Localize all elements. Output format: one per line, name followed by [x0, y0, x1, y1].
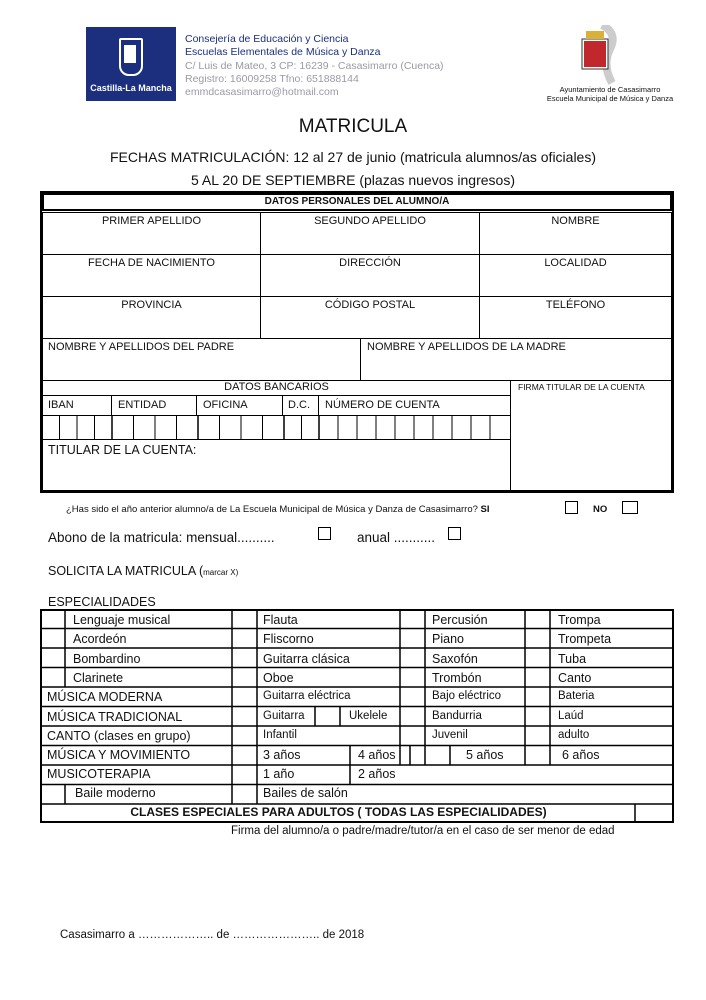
no-label: NO: [593, 504, 608, 515]
canto-infantil[interactable]: Infantil: [263, 729, 297, 741]
specialty-fliscorno[interactable]: Fliscorno: [263, 632, 314, 646]
canto-juvenil[interactable]: Juvenil: [432, 729, 468, 741]
provincia-label: PROVINCIA: [121, 299, 182, 311]
firma-titular-label: FIRMA TITULAR DE LA CUENTA: [518, 382, 645, 392]
datos-bancarios-label: DATOS BANCARIOS: [224, 381, 329, 393]
question-pre: ¿Has sido el año anterior alumno/a de: [66, 504, 228, 515]
musica-tradicional-label: MÚSICA TRADICIONAL: [47, 710, 183, 724]
oficina-label: OFICINA: [203, 399, 248, 411]
specialty-tuba[interactable]: Tuba: [558, 652, 587, 666]
specialty-flauta[interactable]: Flauta: [263, 613, 298, 627]
question-text: [66, 504, 490, 515]
ayto-line1: Ayuntamiento de Casasimarro: [559, 85, 661, 94]
canto-grupo-label: CANTO (clases en grupo): [47, 729, 191, 743]
question-post: La Escuela Municipal de Música y Danza de Casasimarro?: [229, 504, 478, 515]
ayto-line2: Escuela Municipal de Música y Danza: [546, 94, 674, 103]
nombre-label: NOMBRE: [551, 215, 600, 227]
specialty-lenguaje-musical[interactable]: Lenguaje musical: [73, 613, 171, 627]
movimiento-3-anos[interactable]: 3 años: [263, 748, 301, 762]
canto-adulto[interactable]: adulto: [558, 729, 590, 741]
dates-line-1: FECHAS MATRICULACIÓN: 12 al 27 de junio (matricula alumnos/as oficiales): [109, 149, 597, 165]
account-digit-boxes[interactable]: [42, 415, 511, 440]
anual-checkbox[interactable]: [448, 527, 461, 540]
si-checkbox[interactable]: [565, 501, 578, 514]
padre-label: NOMBRE Y APELLIDOS DEL PADRE: [48, 341, 235, 353]
madre-label: NOMBRE Y APELLIDOS DE LA MADRE: [367, 341, 566, 353]
musicoterapia-2-anos[interactable]: 2 años: [358, 767, 396, 781]
numero-cuenta-label: NÚMERO DE CUENTA: [325, 399, 440, 411]
musica-movimiento-label: MÚSICA Y MOVIMIENTO: [47, 748, 191, 762]
entidad-label: ENTIDAD: [118, 399, 167, 411]
specialty-bandurria[interactable]: Bandurria: [432, 710, 482, 722]
marcar-text: marcar X): [203, 568, 239, 577]
iban-label: IBAN: [48, 399, 74, 411]
specialty-clarinete[interactable]: Clarinete: [73, 671, 124, 685]
abono-anual-label: anual ...........: [357, 530, 436, 545]
si-label: SI: [480, 504, 490, 515]
specialty-bateria[interactable]: Bateria: [558, 690, 595, 702]
solicita-label: [48, 564, 238, 578]
specialty-guitarra-clasica[interactable]: Guitarra clásica: [263, 652, 350, 666]
specialty-oboe[interactable]: Oboe: [263, 671, 294, 685]
ayuntamiento-crest-icon: [572, 25, 620, 85]
registry-line: Registro: 16009258 Tfno: 651888144: [185, 73, 359, 85]
logo-text: Castilla-La Mancha: [90, 83, 172, 93]
primer-apellido-label: PRIMER APELLIDO: [101, 215, 202, 227]
mensual-checkbox[interactable]: [318, 527, 331, 540]
specialty-bajo-electrico[interactable]: Bajo eléctrico: [432, 690, 502, 702]
movimiento-5-anos[interactable]: 5 años: [466, 748, 504, 762]
specialty-guitarra-electrica[interactable]: Guitarra eléctrica: [263, 690, 351, 702]
firma-titular-field[interactable]: [510, 380, 672, 491]
address-line: C/ Luis de Mateo, 3 CP: 16239 - Casasimarro (Cuenca): [185, 60, 444, 72]
specialty-laud[interactable]: Laúd: [558, 710, 584, 722]
specialty-canto[interactable]: Canto: [558, 671, 592, 685]
telefono-label: TELÉFONO: [545, 299, 606, 311]
titular-label: TITULAR DE LA CUENTA:: [48, 443, 197, 457]
movimiento-4-anos[interactable]: 4 años: [358, 748, 396, 762]
footer-date-line: Casasimarro a ……………….. de ………………….. de 2018: [60, 929, 365, 941]
musica-moderna-label: MÚSICA MODERNA: [47, 690, 163, 704]
section-title: DATOS PERSONALES DEL ALUMNO/A: [264, 196, 450, 207]
specialty-saxofon[interactable]: Saxofón: [432, 652, 478, 666]
clases-adultos-label[interactable]: CLASES ESPECIALES PARA ADULTOS ( TODAS LAS ESPECIALIDADES): [130, 805, 547, 819]
specialty-trompeta[interactable]: Trompeta: [558, 632, 612, 646]
direccion-label: DIRECCIÓN: [339, 257, 401, 269]
specialty-guitarra[interactable]: Guitarra: [263, 710, 305, 722]
baile-moderno[interactable]: Baile moderno: [75, 786, 156, 800]
solicita-text: SOLICITA LA MATRICULA (: [48, 564, 204, 578]
specialty-ukelele[interactable]: Ukelele: [349, 710, 388, 722]
fecha-nacimiento-label: FECHA DE NACIMIENTO: [88, 257, 215, 269]
escuelas-line: Escuelas Elementales de Música y Danza: [185, 46, 381, 58]
abono-mensual-label: Abono de la matricula: mensual..........: [48, 530, 275, 545]
specialty-trompa[interactable]: Trompa: [558, 613, 601, 627]
especialidades-label: ESPECIALIDADES: [48, 595, 156, 609]
page-title: MATRICULA: [298, 116, 408, 137]
dc-label: D.C.: [288, 399, 310, 411]
segundo-apellido-label: SEGUNDO APELLIDO: [314, 215, 426, 227]
castle-icon: [124, 45, 136, 63]
bailes-de-salon[interactable]: Bailes de salón: [263, 786, 348, 800]
email-line: emmdcasasimarro@hotmail.com: [185, 86, 339, 98]
specialty-acordeon[interactable]: Acordeón: [73, 632, 127, 646]
specialty-bombardino[interactable]: Bombardino: [73, 652, 141, 666]
firma-alumno-label: Firma del alumno/a o padre/madre/tutor/a en el caso de ser menor de edad: [231, 825, 615, 837]
dates-line-2: 5 AL 20 DE SEPTIEMBRE (plazas nuevos ingresos): [191, 172, 515, 188]
localidad-label: LOCALIDAD: [544, 257, 607, 269]
musicoterapia-label: MUSICOTERAPIA: [47, 767, 151, 781]
codigo-postal-label: CÓDIGO POSTAL: [324, 299, 416, 311]
musicoterapia-1-ano[interactable]: 1 año: [263, 767, 295, 781]
specialty-percusion[interactable]: Percusión: [432, 613, 488, 627]
no-checkbox[interactable]: [622, 501, 638, 514]
consejeria-line: Consejería de Educación y Ciencia: [185, 33, 349, 45]
specialty-piano[interactable]: Piano: [432, 632, 464, 646]
movimiento-6-anos[interactable]: 6 años: [562, 748, 600, 762]
specialty-trombon[interactable]: Trombón: [432, 671, 482, 685]
